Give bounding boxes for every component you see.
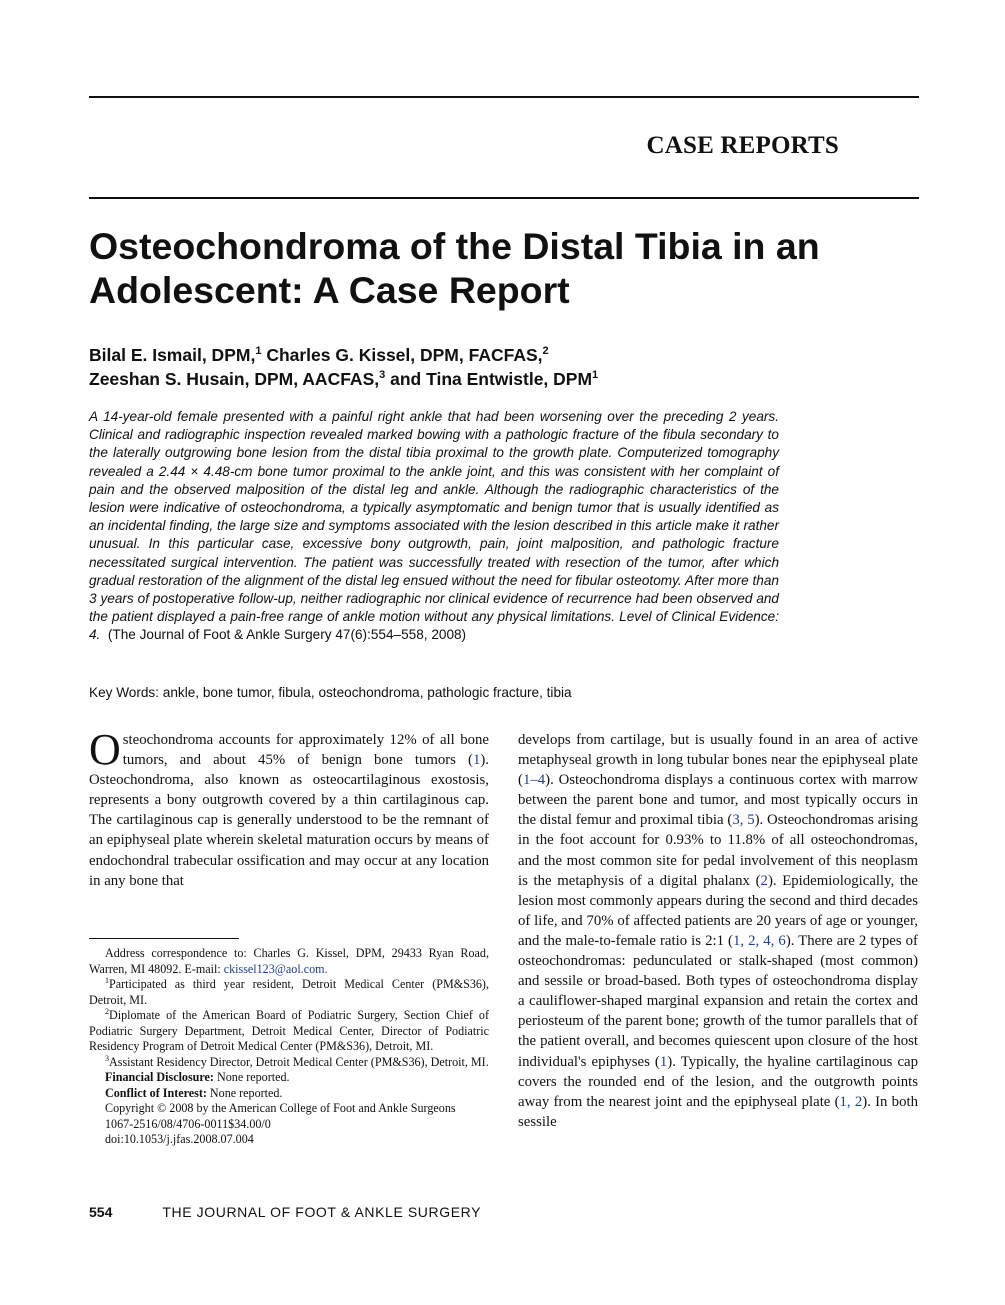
- body-column-right: [518, 730, 918, 1132]
- author-line-2: [89, 367, 919, 391]
- journal-name: THE JOURNAL OF FOOT & ANKLE SURGERY: [162, 1204, 482, 1220]
- issn-line: 1067-2516/08/4706-0011$34.00/0: [105, 1116, 271, 1131]
- header-rule-top: [89, 96, 919, 98]
- conflict-value: None reported.: [206, 1085, 283, 1100]
- author-name: Bilal E. Ismail, DPM,: [89, 345, 256, 365]
- body-text: develops from cartilage, but is usually found in an area of active metaphyseal growth in long tubular bones near the epiphyseal plate (: [518, 732, 918, 789]
- footnote-mark: 2: [105, 1007, 109, 1016]
- page-footer: [89, 1204, 919, 1220]
- reference-link[interactable]: 1, 2, 4, 6: [732, 932, 786, 949]
- body-column-left: [89, 725, 489, 891]
- author-name: and Tina Entwistle, DPM: [390, 369, 593, 389]
- keywords: Key Words: ankle, bone tumor, fibula, osteochondroma, pathologic fracture, tibia: [89, 685, 572, 700]
- section-label: CASE REPORTS: [646, 132, 839, 159]
- reference-link[interactable]: 1–4: [522, 772, 546, 789]
- body-text: ). Osteochondroma displays a continuous cortex with marrow between the parent bone and tumor, and most typically occurs in the distal femur and proximal tibia (: [518, 772, 918, 829]
- affiliation-mark: 2: [542, 345, 549, 357]
- article-title: Osteochondroma of the Distal Tibia in an Adolescent: A Case Report: [89, 225, 820, 311]
- abstract-text: A 14-year-old female presented with a painful right ankle that had been worsening over the preceding 2 years. Clinical and radiographic inspection revealed marked bowing with a pathologic fracture of the fibula secondary to the laterally outgrowing bone lesion from the distal tibia proximal to the growth plate. Computerized tomography revealed a 2.44 × 4.48-cm bone tumor proximal to the ankle joint, and this was consistent with her complaint of pain and the observed malposition of the distal leg and ankle. Although the radiographic characteristics of the lesion were indicative of osteochondroma, a typically asymptomatic and benign tumor that is usually identified as an incidental finding, the large size and symptoms associated with the lesion described in this article make it rather unusual. In this particular case, excessive bony outgrowth, pain, joint malposition, and pathologic fracture necessitated surgical intervention. The patient was successfully treated with resection of the tumor, after which gradual restoration of the alignment of the distal leg ensued without the need for fibular osteotomy. After more than 3 years of postoperative follow-up, neither radiographic nor clinical evidence of recurrence had been observed and the patient displayed a pain-free range of ankle motion without any physical limitations. Level of Clinical Evidence: 4.: [89, 409, 779, 643]
- footnote-text: Diplomate of the American Board of Podiatric Surgery, Section Chief of Podiatric Surgery Department, Detroit Medical Center, Director of Podiatric Residency Program of Detroit Medical Center (PM&S36), Detroit, MI.: [89, 1008, 489, 1053]
- footnotes: [89, 946, 489, 1148]
- email-link[interactable]: ckissel123@aol.com.: [223, 961, 328, 976]
- footnote-1: [89, 977, 489, 1008]
- body-text: ). Epidemiologically, the lesion most commonly appears during the second and third decades of life, and 70% of affected patients are 20 years of age or younger, and the male-to-female ratio is 2:1 (: [518, 872, 919, 949]
- body-text: ). In both sessile: [518, 1093, 918, 1130]
- affiliation-mark: 1: [255, 345, 262, 357]
- reference-link[interactable]: 2: [760, 872, 768, 889]
- conflict-label: Conflict of Interest:: [105, 1085, 207, 1100]
- author-name: Charles G. Kissel, DPM, FACFAS,: [266, 345, 543, 365]
- abstract: [89, 408, 779, 645]
- body-text: ). Osteochondromas arising in the foot account for 0.93% to 11.8% of all osteochondromas, and the most common site for pedal involvement of this neoplasm is the metaphysis of a digital phalanx (: [518, 812, 918, 889]
- body-text: ). Typically, the hyaline cartilaginous cap covers the rounded end of the lesion, and the outgrowth points away from the nearest joint and the epiphyseal plate (: [518, 1053, 918, 1110]
- page-number: 554: [89, 1204, 113, 1220]
- correspondence-text: Address correspondence to: Charles G. Kissel, DPM, 29433 Ryan Road, Warren, MI 48092. E-mail:: [89, 946, 489, 976]
- journal-citation: (The Journal of Foot & Ankle Surgery 47(6):554–558, 2008): [107, 627, 467, 643]
- copyright-line: Copyright © 2008 by the American College of Foot and Ankle Surgeons: [105, 1101, 456, 1115]
- footnote-divider: [89, 938, 239, 939]
- author-name: Zeeshan S. Husain, DPM, AACFAS,: [89, 369, 380, 389]
- body-text: steochondroma accounts for approximately 12% of all bone tumors, and about 45% of benign bone tumors (: [122, 732, 489, 769]
- header-rule-bottom: [89, 197, 919, 199]
- drop-cap: O: [89, 725, 121, 774]
- reference-link[interactable]: 3, 5: [732, 812, 755, 829]
- body-text: ). There are 2 types of osteochondromas: pedunculated or stalk-shaped (most common) and sessile or broad-based. Both types of osteochondroma display a cauliflower-shaped marginal expansion and retain the cortex and periosteum of the parent bone; growth of the tumor parallels that of the patient overall, and becomes quiescent upon closure of the host individual's epiphyses (: [518, 932, 918, 1070]
- body-text: ). Osteochondroma, also known as osteocartilaginous exostosis, represents a bony outgrowth covered by a thin cartilaginous cap. The cartilaginous cap is generally understood to be the remnant of an epiphyseal plate wherein skeletal maturation occurs by means of endochondral trabecular ossification and may occur at any location in any bone that: [89, 752, 489, 889]
- reference-link[interactable]: 1: [472, 752, 481, 769]
- author-line-1: [89, 343, 919, 367]
- footnote-mark: 1: [105, 976, 109, 985]
- author-list: [89, 343, 919, 391]
- affiliation-mark: 3: [379, 369, 386, 381]
- footnote-2: [89, 1008, 489, 1055]
- footnote-text: Participated as third year resident, Detroit Medical Center (PM&S36), Detroit, MI.: [89, 977, 489, 1007]
- conflict-of-interest: [89, 1086, 489, 1102]
- footnote-text: Assistant Residency Director, Detroit Medical Center (PM&S36), Detroit, MI.: [109, 1054, 489, 1069]
- reference-link[interactable]: 1, 2: [839, 1093, 863, 1110]
- disclosure-value: None reported.: [213, 1070, 290, 1084]
- affiliation-mark: 1: [592, 369, 599, 381]
- footnote-3: [89, 1055, 489, 1071]
- correspondence-note: [89, 946, 489, 977]
- doi-line: doi:10.1053/j.jfas.2008.07.004: [105, 1132, 254, 1146]
- reference-link[interactable]: 1: [659, 1053, 668, 1070]
- footnote-mark: 3: [105, 1053, 109, 1063]
- financial-disclosure: [89, 1070, 489, 1086]
- disclosure-label: Financial Disclosure:: [105, 1070, 214, 1084]
